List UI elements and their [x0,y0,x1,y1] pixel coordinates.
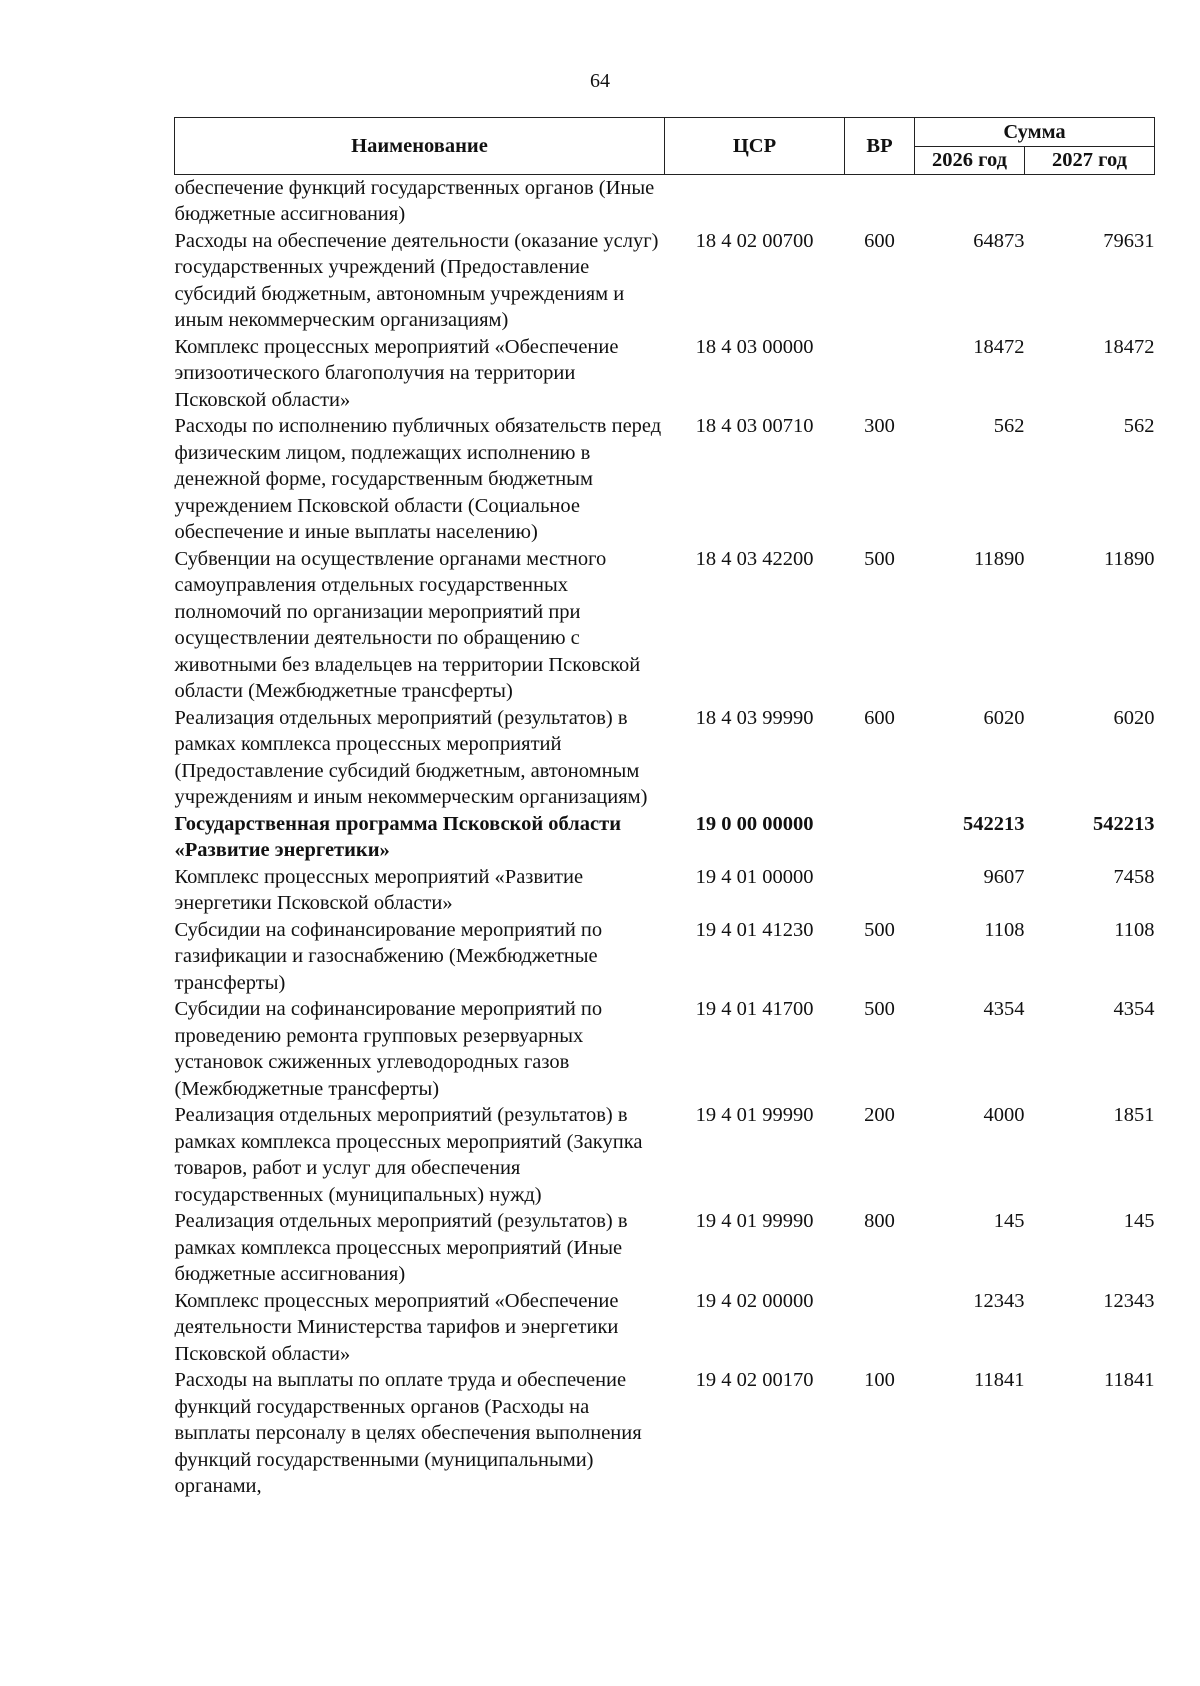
row-sum-2027: 542213 [1093,812,1155,835]
header-csr: ЦСР [665,118,845,175]
table-row [175,174,1155,228]
row-csr [665,174,845,228]
row-sum-2026: 12343 [973,1289,1025,1312]
row-csr: 18 4 03 42200 [695,547,814,570]
row-sum-2027: 7458 [1113,865,1155,888]
row-name: Комплекс процессных мероприятий «Обеспечение эпизоотического благополучия на территории Псковской области» [174,335,619,411]
row-sum-2027: 11841 [1104,1369,1155,1391]
header-vr: ВР [845,118,915,175]
row-sum-2026: 9607 [983,865,1025,888]
row-sum-2026 [915,174,1025,228]
header-name: Наименование [175,118,665,175]
row-name: обеспечение функций государственных органов (Иные бюджетные ассигнования) [174,176,655,225]
row-name: Субсидии на софинансирование мероприятий по газификации и газоснабжению (Межбюджетные трансферты) [174,918,603,994]
row-name: Комплекс процессных мероприятий «Обеспечение деятельности Министерства тарифов и энергетики Псковской области» [174,1289,619,1365]
row-sum-2027: 1108 [1114,918,1155,941]
row-name: Реализация отдельных мероприятий (результатов) в рамках комплекса процессных мероприятий (Предоставление субсидий бюджетным, автономным учреждениям и иным некоммерческим организациям) [174,706,648,808]
row-vr [845,174,915,228]
row-csr: 19 4 02 00170 [695,1369,814,1391]
row-name: Субвенции на осуществление органами местного самоуправления отдельных государственных полномочий по организации мероприятий при осуществлении деятельности по обращению с животными без владельцев на территории Псковской области (Межбюджетные трансферты) [174,547,641,702]
row-vr [845,864,915,917]
row-vr: 500 [864,918,895,941]
row-vr: 600 [864,229,895,252]
table-row [175,1208,1155,1288]
row-csr: 19 4 01 99990 [695,1104,814,1126]
row-vr: 300 [864,415,895,437]
table-header [175,118,1155,175]
table-row [175,811,1155,864]
row-sum-2026: 562 [993,415,1025,437]
row-sum-2027: 12343 [1103,1289,1155,1312]
row-vr: 200 [864,1104,895,1126]
table-row [175,1102,1155,1208]
row-csr: 19 4 01 99990 [695,1210,814,1232]
row-sum-2027: 79631 [1103,229,1155,252]
row-sum-2026: 11841 [974,1369,1025,1391]
table-row [175,228,1155,334]
row-name: Реализация отдельных мероприятий (результатов) в рамках комплекса процессных мероприятий (Иные бюджетные ассигнования) [174,1210,628,1285]
row-sum-2027: 145 [1123,1210,1155,1232]
row-vr [845,811,915,864]
table-body [175,174,1155,1500]
row-name: Расходы по исполнению публичных обязательств перед физическим лицом, подлежащих исполнению в денежной форме, государственным бюджетным учреждением Псковской области (Социальное обеспечение и иные выплаты населению) [174,415,662,543]
row-csr: 18 4 03 00710 [695,415,814,437]
row-sum-2027: 11890 [1104,547,1155,570]
header-sum: Сумма [915,118,1155,147]
row-sum-2026: 11890 [974,547,1025,570]
row-sum-2027: 4354 [1113,998,1155,1020]
row-vr: 500 [864,547,895,570]
row-name: Расходы на выплаты по оплате труда и обеспечение функций государственных органов (Расходы на выплаты персоналу в целях обеспечения выполнения функций государственными (муниципальными) органами, [174,1369,642,1497]
table-row [175,917,1155,997]
row-csr: 19 4 01 00000 [695,865,814,888]
table-row [175,413,1155,546]
row-sum-2027 [1025,174,1155,228]
table-row [175,996,1155,1102]
header-year-2026: 2026 год [915,147,1025,175]
table-row [175,546,1155,705]
row-sum-2026: 4000 [983,1104,1025,1126]
row-csr: 18 4 03 99990 [695,706,814,729]
table-row [175,705,1155,811]
page-number: 64 [590,70,610,92]
row-sum-2027: 6020 [1113,706,1155,729]
table-row [175,334,1155,414]
table-row [175,1367,1155,1500]
row-vr: 100 [864,1369,895,1391]
row-sum-2026: 145 [993,1210,1025,1232]
row-vr: 800 [864,1210,895,1232]
row-csr: 18 4 03 00000 [695,335,814,358]
row-csr: 19 4 02 00000 [695,1289,814,1312]
row-vr [845,334,915,414]
row-vr: 600 [864,706,895,729]
budget-table [174,117,1155,1500]
row-sum-2026: 18472 [973,335,1025,358]
row-sum-2027: 562 [1123,415,1155,437]
row-csr: 19 0 00 00000 [695,812,814,835]
row-sum-2026: 6020 [983,706,1025,729]
row-name: Субсидии на софинансирование мероприятий по проведению ремонта групповых резервуарных установок сжиженных углеводородных газов (Межбюджетные трансферты) [174,998,603,1100]
row-name: Расходы на обеспечение деятельности (оказание услуг) государственных учреждений (Предоставление субсидий бюджетным, автономным учреждениям и иным некоммерческим организациям) [174,229,659,331]
row-name: Комплекс процессных мероприятий «Развитие энергетики Псковской области» [174,865,584,914]
row-vr [845,1288,915,1368]
row-name: Реализация отдельных мероприятий (результатов) в рамках комплекса процессных мероприятий (Закупка товаров, работ и услуг для обеспечения государственных (муниципальных) нужд) [174,1104,643,1206]
row-csr: 19 4 01 41230 [695,918,814,941]
row-sum-2026: 64873 [973,229,1025,252]
row-csr: 18 4 02 00700 [695,229,814,252]
table-row [175,864,1155,917]
row-csr: 19 4 01 41700 [695,998,814,1020]
row-vr: 500 [864,998,895,1020]
row-sum-2026: 542213 [963,812,1025,835]
row-sum-2027: 18472 [1103,335,1155,358]
table-row [175,1288,1155,1368]
row-sum-2026: 1108 [984,918,1025,941]
row-name: Государственная программа Псковской области «Развитие энергетики» [174,812,622,861]
row-sum-2027: 1851 [1113,1104,1155,1126]
header-year-2027: 2027 год [1025,147,1155,175]
row-sum-2026: 4354 [983,998,1025,1020]
